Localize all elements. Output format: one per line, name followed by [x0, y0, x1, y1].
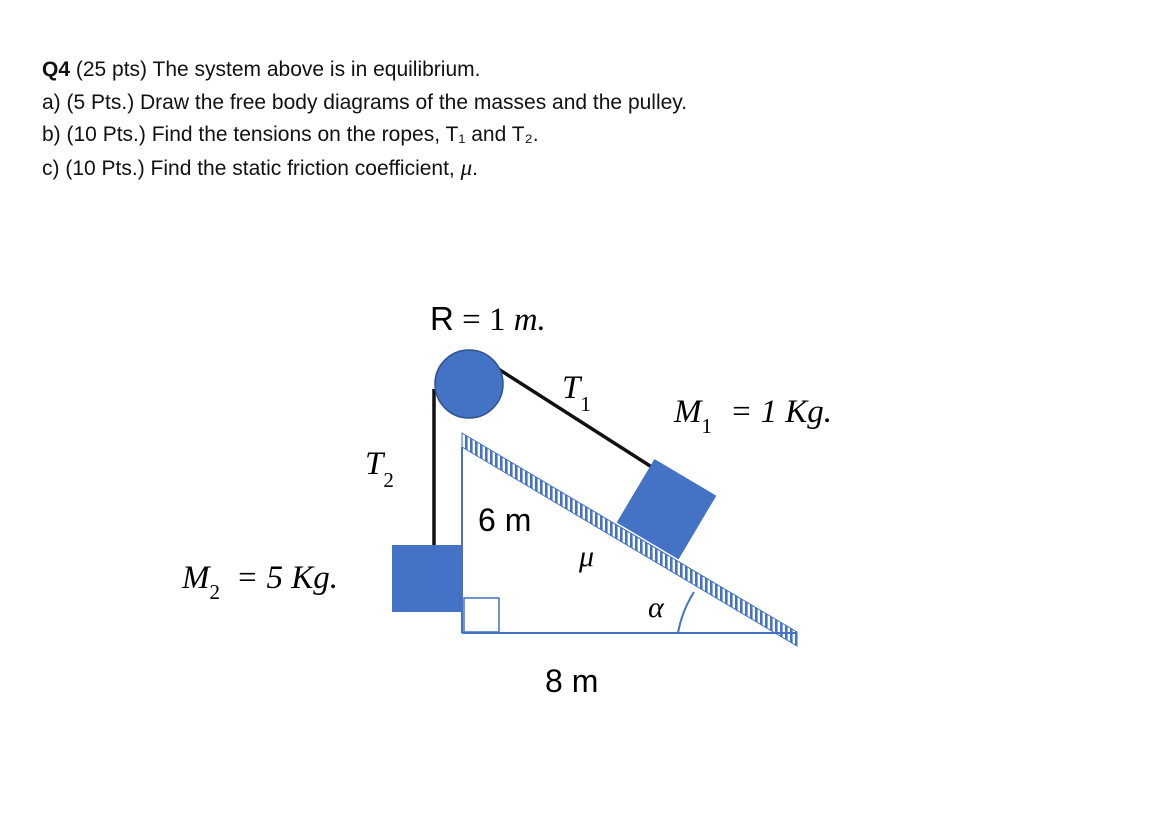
t1-label	[562, 370, 591, 416]
question-part-b: b) (10 Pts.) Find the tensions on the ropes, T₁ and T₂.	[42, 123, 539, 146]
m2-value: = 5 Kg.	[236, 560, 339, 596]
angle-alpha-arc	[678, 592, 694, 633]
m1-symbol: M	[674, 394, 702, 430]
friction-mu-label: μ	[579, 540, 595, 573]
pulley	[435, 350, 503, 418]
rope-t1	[489, 363, 672, 480]
angle-alpha-label: α	[648, 591, 664, 624]
m2-label	[181, 560, 338, 604]
height-label: 6 m	[478, 502, 532, 538]
m2-subscript: 2	[209, 580, 220, 604]
t1-symbol: T	[562, 370, 581, 406]
mass-m2-block	[392, 545, 462, 612]
radius-equals: = 1	[453, 302, 514, 338]
part-c-mu-symbol: μ	[460, 154, 473, 180]
radius-label	[430, 300, 546, 338]
t1-subscript: 1	[580, 392, 591, 416]
base-label: 8 m	[545, 663, 599, 699]
t2-symbol: T	[365, 446, 384, 482]
right-angle-marker	[464, 598, 499, 632]
radius-symbol: R	[430, 300, 454, 337]
t2-subscript: 2	[383, 468, 394, 492]
m2-symbol: M	[182, 560, 210, 596]
part-c-period: .	[472, 156, 478, 180]
radius-unit: m.	[513, 302, 546, 338]
m1-label	[673, 394, 832, 438]
part-c-text: c) (10 Pts.) Find the static friction coefficient,	[42, 156, 461, 180]
question-number: Q4	[42, 58, 71, 81]
question-intro: (25 pts) The system above is in equilibrium.	[70, 58, 481, 81]
m1-subscript: 1	[701, 414, 712, 438]
m1-value: = 1 Kg.	[730, 394, 833, 430]
t2-label	[365, 446, 394, 492]
question-part-a: a) (5 Pts.) Draw the free body diagrams of the masses and the pulley.	[42, 90, 688, 114]
